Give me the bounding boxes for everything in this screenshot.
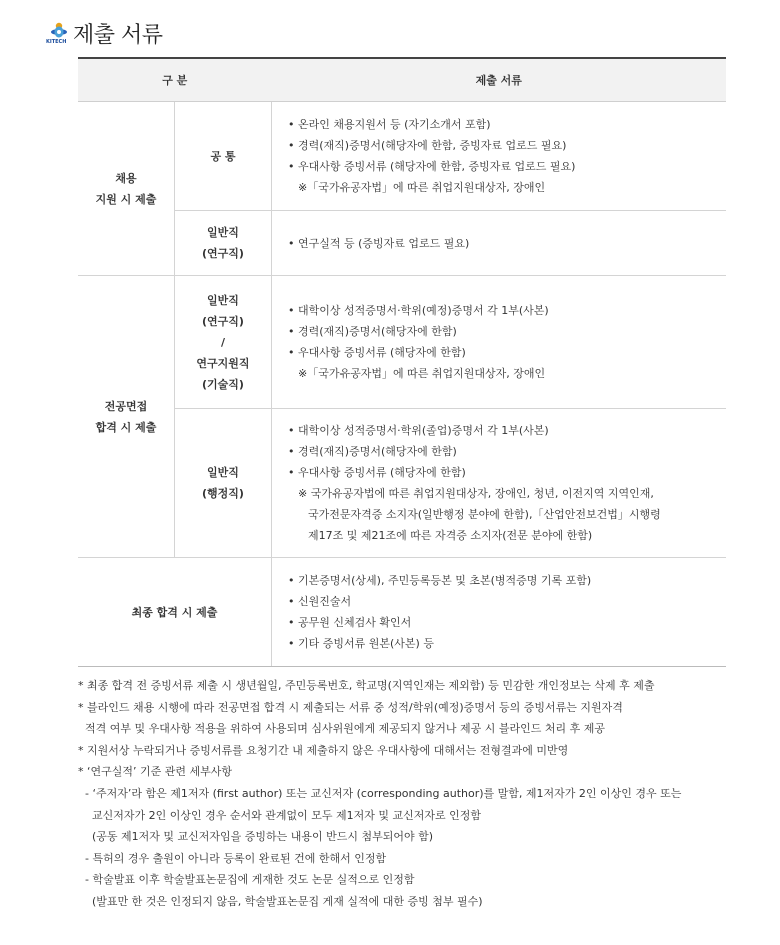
note-line: (공동 제1저자 및 교신저자임을 증빙하는 내용이 반드시 첨부되어야 함) — [78, 830, 434, 844]
docs-general-admin: • 대학이상 성적증명서·학위(졸업)증명서 각 1부(사본) • 경력(재직)증명서(해당자에 한함) • 우대사항 증빙서류 (해당자에 한함) ※ 국가유공자법에 따른 취업지원대상자, 장애인, 청년, 이전지역 지역인재, 국가전문자격증 소지자(일반행정 분야에 한함),「산업안전보건법」시행령 제17조 및 제21조에 따른 자격증 소지자(전문 분야에 한함) — [272, 409, 727, 558]
note-line: 교신저자가 2인 이상인 경우 순서와 관계없이 모두 제1저자 및 교신저자로 인정함 — [78, 808, 481, 822]
docs-research-technical: • 대학이상 성적증명서·학위(예정)증명서 각 1부(사본) • 경력(재직)증명서(해당자에 한함) • 우대사항 증빙서류 (해당자에 한함) ※「국가유공자법」에 따른 취업지원대상자, 장애인 — [272, 276, 727, 409]
header-documents: 제출 서류 — [272, 58, 727, 102]
subcategory-common: 공 통 — [175, 102, 272, 211]
subcategory-general-research: 일반직 (연구직) — [175, 211, 272, 276]
docs-final: • 기본증명서(상세), 주민등록등본 및 초본(병적증명 기록 포함) • 신원진술서 • 공무원 신체검사 확인서 • 기타 증빙서류 원본(사본) 등 — [272, 558, 727, 667]
kitech-logo-icon — [48, 21, 70, 47]
note-line: - 특허의 경우 출원이 아니라 등록이 완료된 건에 한해서 인정함 — [78, 851, 387, 865]
logo-wordmark: KITECH — [46, 38, 67, 45]
header-category: 구 분 — [78, 58, 272, 102]
table-row — [78, 102, 726, 211]
subcategory-general-admin: 일반직 (행정직) — [175, 409, 272, 558]
category-interview: 전공면접 합격 시 제출 — [78, 276, 175, 558]
docs-common: • 온라인 채용지원서 등 (자기소개서 포함) • 경력(재직)증명서(해당자에 한함, 증빙자료 업로드 필요) • 우대사항 증빙서류 (해당자에 한함, 증빙자료 업로드 필요) ※「국가유공자법」에 따른 취업지원대상자, 장애인 — [272, 102, 727, 211]
table-row — [78, 409, 726, 558]
documents-table — [78, 57, 726, 667]
table-row — [78, 211, 726, 276]
section-header — [48, 18, 163, 49]
table-header-row — [78, 58, 726, 102]
subcategory-research-technical: 일반직 (연구직) / 연구지원직 (기술직) — [175, 276, 272, 409]
note-line: (발표만 한 것은 인정되지 않음, 학술발표논문집 게재 실적에 대한 증빙 첨부 필수) — [78, 894, 483, 908]
page-title: 제출 서류 — [73, 23, 163, 48]
note-line: - ‘주저자’라 함은 제1저자 (first author) 또는 교신저자 (corresponding author)를 말함, 제1저자가 2인 이상인 경우 또는 — [78, 786, 682, 800]
docs-general-research: • 연구실적 등 (증빙자료 업로드 필요) — [272, 211, 727, 276]
note-line: * 지원서상 누락되거나 증빙서류를 요청기간 내 제출하지 않은 우대사항에 대해서는 전형결과에 미반영 — [78, 743, 569, 757]
notes-section — [78, 675, 758, 913]
note-line: - 학술발표 이후 학술발표논문집에 게재한 것도 논문 실적으로 인정함 — [78, 873, 415, 887]
table-row — [78, 276, 726, 409]
category-application: 채용 지원 시 제출 — [78, 102, 175, 276]
note-line: * ‘연구실적’ 기준 관련 세부사항 — [78, 765, 232, 779]
table-row — [78, 558, 726, 667]
note-line: 적격 여부 및 우대사항 적용을 위하여 사용되며 심사위원에게 제공되지 않거나 제공 시 블라인드 처리 후 제공 — [78, 722, 605, 736]
note-line: * 블라인드 채용 시행에 따라 전공면접 합격 시 제출되는 서류 중 성적/학위(예정)증명서 등의 증빙서류는 지원자격 — [78, 700, 623, 714]
note-line: * 최종 합격 전 증빙서류 제출 시 생년월일, 주민등록번호, 학교명(지역인재는 제외함) 등 민감한 개인정보는 삭제 후 제출 — [78, 679, 655, 692]
category-final: 최종 합격 시 제출 — [78, 558, 272, 667]
